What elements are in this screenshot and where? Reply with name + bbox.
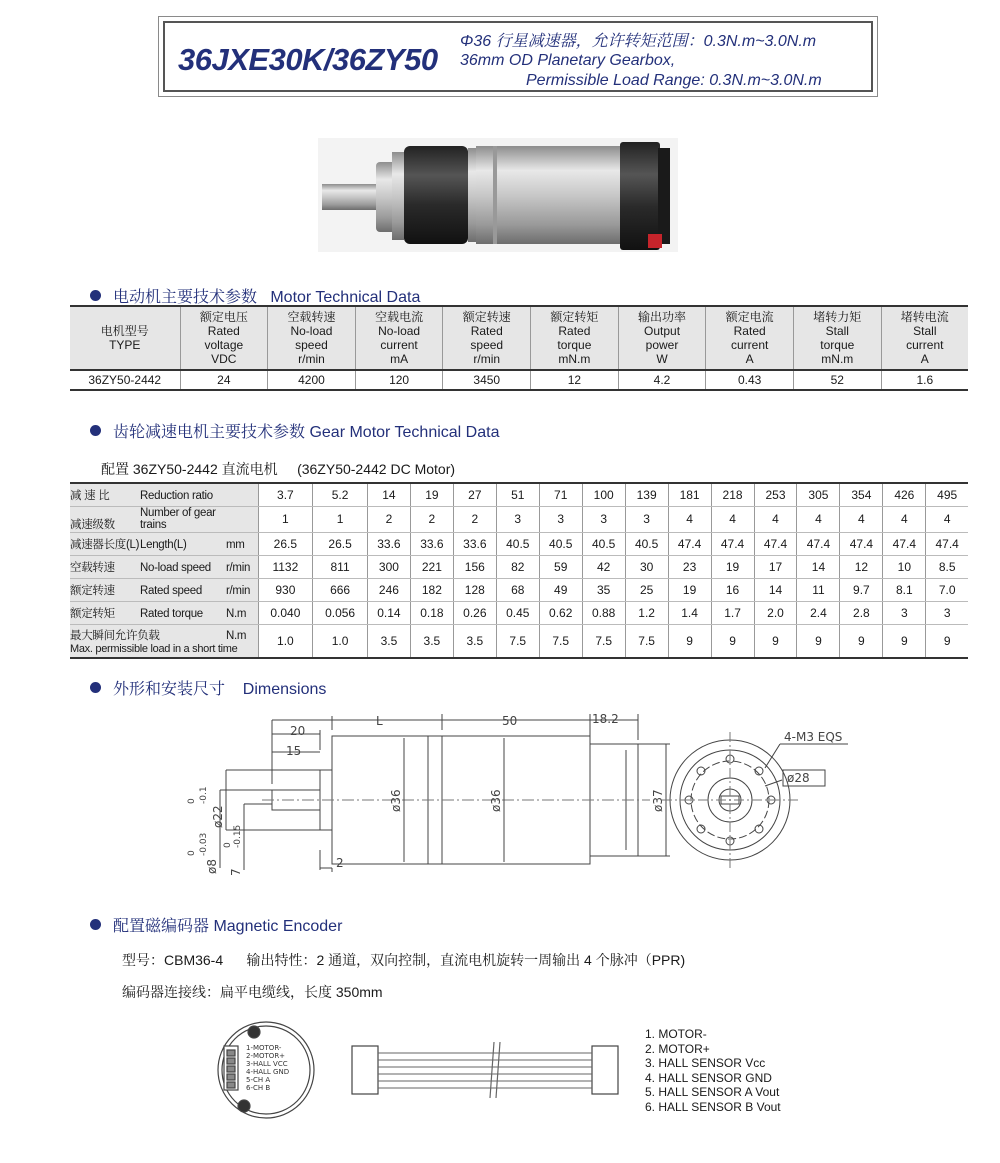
dim-label: -0.03 [199, 832, 209, 856]
column-header: 空载电流 No-load current mA [355, 306, 443, 370]
bullet-icon [90, 682, 101, 693]
table-cell: 811 [313, 555, 368, 578]
table-cell: 40.5 [496, 532, 539, 555]
board-label: 3-HALL VCC [246, 1060, 288, 1068]
table-cell: 3 [883, 601, 926, 624]
table-cell: 26.5 [313, 532, 368, 555]
motor-config-line: 配置 36ZY50-2442 直流电机 (36ZY50-2442 DC Motor) [101, 461, 456, 477]
column-header: 额定转矩 Rated torque mN.m [531, 306, 619, 370]
table-cell: 1 [258, 506, 313, 532]
table-cell: 930 [258, 578, 313, 601]
dim-label: 50 [502, 714, 518, 728]
header-line-en-1: 36mm OD Planetary Gearbox, [460, 52, 676, 69]
table-cell: 1.6 [881, 370, 968, 390]
table-cell: 666 [313, 578, 368, 601]
table-cell: 35 [582, 578, 625, 601]
bullet-icon [90, 425, 101, 436]
pin-item: 1. MOTOR- [645, 1027, 707, 1041]
table-cell: 0.62 [539, 601, 582, 624]
table-cell: 0.26 [453, 601, 496, 624]
table-cell: 47.4 [754, 532, 797, 555]
table-cell: 3 [539, 506, 582, 532]
table-cell: 51 [496, 483, 539, 506]
table-cell: 40.5 [625, 532, 668, 555]
table-row [70, 532, 968, 555]
table-cell: 68 [496, 578, 539, 601]
dim-label: -0.1 [199, 786, 209, 804]
row-label: 减速器长度(L)Length(L) mm [70, 532, 258, 555]
table-cell: 2 [410, 506, 453, 532]
table-cell: 3.7 [258, 483, 313, 506]
table-cell: 8.5 [926, 555, 968, 578]
table-cell: 9 [711, 624, 754, 658]
table-cell: 12 [840, 555, 883, 578]
table-cell: 26.5 [258, 532, 313, 555]
dimension-drawing [180, 700, 880, 880]
table-cell: 19 [711, 555, 754, 578]
table-cell: 1.2 [625, 601, 668, 624]
table-cell: 25 [625, 578, 668, 601]
column-header: 额定转速 Rated speed r/min [443, 306, 531, 370]
table-cell: 1.4 [668, 601, 711, 624]
table-cell: 27 [453, 483, 496, 506]
table-cell: 42 [582, 555, 625, 578]
table-cell: 9 [754, 624, 797, 658]
table-cell: 7.5 [539, 624, 582, 658]
table-row [70, 483, 968, 506]
table-cell: 9 [883, 624, 926, 658]
table-cell: 9 [926, 624, 968, 658]
table-cell: 9 [840, 624, 883, 658]
table-cell: 1132 [258, 555, 313, 578]
table-cell: 71 [539, 483, 582, 506]
encoder-cable-line: 编码器连接线：扁平电缆线，长度 350mm [122, 984, 383, 1000]
bullet-icon [90, 919, 101, 930]
table-cell: 47.4 [840, 532, 883, 555]
table-cell: 23 [668, 555, 711, 578]
table-cell: 2.0 [754, 601, 797, 624]
row-label: 额定转速 Rated speed r/min [70, 578, 258, 601]
table-cell: 3450 [443, 370, 531, 390]
dim-label: ø36 [489, 789, 503, 812]
dim-label: 18.2 [592, 712, 619, 726]
table-cell: 3 [496, 506, 539, 532]
table-row [70, 555, 968, 578]
dim-label: 15 [286, 744, 302, 758]
table-cell: 4 [668, 506, 711, 532]
encoder-drawing [210, 1012, 620, 1130]
table-row [70, 370, 968, 390]
table-cell: 3 [625, 506, 668, 532]
table-cell: 2.8 [840, 601, 883, 624]
row-label: 额定转矩 Rated torque N.m [70, 601, 258, 624]
table-cell: 0.88 [582, 601, 625, 624]
table-cell: 47.4 [668, 532, 711, 555]
table-cell: 1.0 [313, 624, 368, 658]
board-label: 4-HALL GND [246, 1068, 290, 1076]
table-cell: 10 [883, 555, 926, 578]
table-cell: 0.056 [313, 601, 368, 624]
table-cell: 33.6 [453, 532, 496, 555]
pin-item: 4. HALL SENSOR GND [645, 1070, 772, 1085]
table-cell: 7.5 [625, 624, 668, 658]
column-header: 空载转速 No-load speed r/min [268, 306, 356, 370]
table-cell: 14 [797, 555, 840, 578]
board-label: 1-MOTOR- [246, 1044, 282, 1052]
table-cell: 0.45 [496, 601, 539, 624]
bullet-icon [90, 290, 101, 301]
table-cell: 218 [711, 483, 754, 506]
table-cell: 2 [453, 506, 496, 532]
table-cell: 12 [531, 370, 619, 390]
dim-label: ø36 [389, 789, 403, 812]
dim-label: -0.15 [233, 824, 243, 848]
table-cell: 4 [926, 506, 968, 532]
gear-motor-photo [318, 138, 678, 252]
table-cell: 49 [539, 578, 582, 601]
table-cell: 9.7 [840, 578, 883, 601]
table-cell: 4 [797, 506, 840, 532]
encoder-section-title: 配置磁编码器 Magnetic Encoder [90, 913, 342, 936]
table-cell: 0.14 [367, 601, 410, 624]
pin-item: 2. MOTOR+ [645, 1041, 710, 1056]
table-cell: 16 [711, 578, 754, 601]
table-cell: 139 [625, 483, 668, 506]
table-row [70, 578, 968, 601]
table-cell: 4.2 [618, 370, 706, 390]
table-cell: 7.5 [496, 624, 539, 658]
table-cell: 4200 [268, 370, 356, 390]
table-cell: 19 [668, 578, 711, 601]
header-line-en-2: Permissible Load Range: 0.3N.m~3.0N.m [526, 72, 822, 89]
table-cell: 1 [313, 506, 368, 532]
table-cell: 354 [840, 483, 883, 506]
board-label: 5-CH A [246, 1076, 271, 1084]
table-cell: 5.2 [313, 483, 368, 506]
table-cell: 7.5 [582, 624, 625, 658]
table-cell: 156 [453, 555, 496, 578]
dim-label: ø37 [651, 789, 665, 812]
encoder-spec-line: 型号：CBM36-4 输出特性：2 通道，双向控制，直流电机旋转一周输出 4 个脉冲（PPR) [122, 952, 686, 968]
model-title: 36JXE30K/36ZY50 [178, 42, 438, 77]
table-cell: 19 [410, 483, 453, 506]
pin-item: 6. HALL SENSOR B Vout [645, 1099, 781, 1114]
table-cell: 3.5 [367, 624, 410, 658]
table-cell: 1.0 [258, 624, 313, 658]
board-label: 2-MOTOR+ [246, 1052, 286, 1060]
dim-label: 2 [336, 856, 344, 870]
table-cell: 253 [754, 483, 797, 506]
table-cell: 82 [496, 555, 539, 578]
table-cell: 3.5 [453, 624, 496, 658]
table-cell: 4 [754, 506, 797, 532]
column-header: 堵转力矩 Stall torque mN.m [793, 306, 881, 370]
row-label: 最大瞬间允许负载 N.m Max. permissible load in a short time [70, 624, 258, 658]
table-cell: 2 [367, 506, 410, 532]
dim-label: 4-M3 EQS [784, 730, 843, 744]
table-cell: 246 [367, 578, 410, 601]
table-cell: 14 [367, 483, 410, 506]
column-header: 输出功率 Output power W [618, 306, 706, 370]
column-header: 堵转电流 Stall current A [881, 306, 968, 370]
dim-label: 20 [290, 724, 306, 738]
table-cell: 17 [754, 555, 797, 578]
dim-label: L [376, 714, 383, 728]
table-cell: 40.5 [539, 532, 582, 555]
table-cell: 3 [582, 506, 625, 532]
table-cell: 4 [840, 506, 883, 532]
table-cell: 100 [582, 483, 625, 506]
column-header: 额定电流 Rated current A [706, 306, 794, 370]
table-cell: 14 [754, 578, 797, 601]
table-cell: 1.7 [711, 601, 754, 624]
table-cell: 181 [668, 483, 711, 506]
motor-section-title: 电动机主要技术参数 Motor Technical Data [90, 284, 420, 307]
table-cell: 47.4 [711, 532, 754, 555]
table-cell: 3.5 [410, 624, 453, 658]
row-label: 减 速 比 Reduction ratio [70, 483, 258, 506]
table-row [70, 601, 968, 624]
table-cell: 3 [926, 601, 968, 624]
table-cell: 24 [180, 370, 268, 390]
column-header: 额定电压 Rated voltage VDC [180, 306, 268, 370]
table-cell: 495 [926, 483, 968, 506]
table-cell: 47.4 [797, 532, 840, 555]
table-cell: 40.5 [582, 532, 625, 555]
table-cell: 0.43 [706, 370, 794, 390]
table-cell: 4 [711, 506, 754, 532]
table-cell: 59 [539, 555, 582, 578]
table-row [70, 624, 968, 658]
table-cell: 128 [453, 578, 496, 601]
table-cell: 4 [883, 506, 926, 532]
table-row [70, 506, 968, 532]
dim-label: 0 [187, 798, 197, 804]
table-cell: 120 [355, 370, 443, 390]
row-label: 空载转速 No-load speed r/min [70, 555, 258, 578]
table-cell: 182 [410, 578, 453, 601]
column-header: 电机型号 TYPE [100, 324, 149, 352]
dim-label: 7 [229, 868, 243, 876]
header-line-cn: Φ36 行星减速器，允许转矩范围：0.3N.m~3.0N.m [460, 33, 817, 50]
table-cell: 30 [625, 555, 668, 578]
gear-motor-data-table [70, 482, 968, 659]
dimensions-section-title: 外形和安装尺寸 Dimensions [90, 676, 326, 699]
dim-label: ø28 [787, 771, 810, 785]
table-cell: 11 [797, 578, 840, 601]
dim-label: ø8 [205, 859, 219, 874]
dim-label: 0 [187, 850, 197, 856]
pin-item: 3. HALL SENSOR Vcc [645, 1056, 766, 1071]
table-cell: 36ZY50-2442 [88, 373, 162, 387]
table-cell: 47.4 [926, 532, 968, 555]
table-cell: 47.4 [883, 532, 926, 555]
pin-item: 5. HALL SENSOR A Vout [645, 1085, 780, 1100]
table-cell: 0.040 [258, 601, 313, 624]
table-cell: 426 [883, 483, 926, 506]
table-cell: 7.0 [926, 578, 968, 601]
table-cell: 33.6 [410, 532, 453, 555]
table-cell: 33.6 [367, 532, 410, 555]
table-cell: 2.4 [797, 601, 840, 624]
table-cell: 8.1 [883, 578, 926, 601]
table-cell: 9 [797, 624, 840, 658]
table-cell: 221 [410, 555, 453, 578]
table-cell: 52 [793, 370, 881, 390]
table-cell: 300 [367, 555, 410, 578]
table-cell: 9 [668, 624, 711, 658]
gear-section-title: 齿轮减速电机主要技术参数 Gear Motor Technical Data [90, 419, 499, 442]
dim-label: 0 [223, 842, 233, 848]
table-cell: 305 [797, 483, 840, 506]
table-cell: 0.18 [410, 601, 453, 624]
motor-data-table [70, 305, 968, 391]
encoder-pin-list [645, 1027, 781, 1115]
dim-label: ø22 [211, 805, 225, 828]
row-label: 减速级数Number of gear trains [70, 506, 258, 532]
board-label: 6-CH B [246, 1084, 271, 1092]
